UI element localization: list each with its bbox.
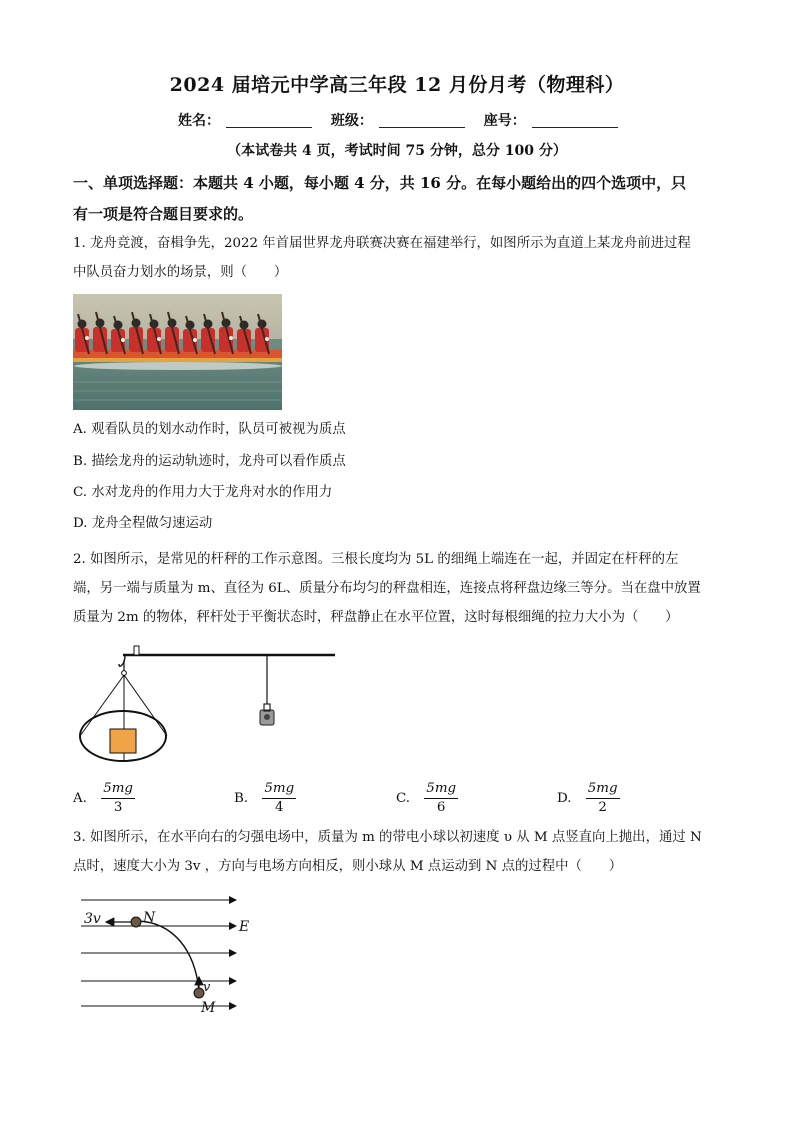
seat-field[interactable]: [532, 113, 618, 128]
label-e: E: [239, 919, 250, 935]
class-field[interactable]: [379, 113, 465, 128]
question-2-option-d[interactable]: D. $\frac{5mg}{2}$: [557, 781, 618, 815]
question-2-line3: 质量为 2m 的物体，秤杆处于平衡状态时，秤盘静止在水平位置，这时每根细绳的拉力大小为（ ）: [73, 610, 679, 625]
rope-left: [80, 675, 124, 736]
seat-label: 座号：: [483, 113, 526, 129]
question-2-option-a[interactable]: A. $\frac{5mg}{3}$: [73, 781, 133, 815]
exam-note: （本试卷共 4 页，考试时间 75 分钟，总分 100 分）: [227, 143, 567, 159]
label-m: M: [201, 1000, 216, 1016]
question-2-option-c[interactable]: C. $\frac{5mg}{6}$: [396, 781, 457, 815]
question-1-option-d[interactable]: D. 龙舟全程做匀速运动: [73, 516, 213, 531]
name-field[interactable]: [226, 113, 312, 128]
question-3-stem: [73, 823, 733, 881]
question-2-line1: 2. 如图所示，是常见的杆秤的工作示意图。三根长度均为 5L 的细绳上端连在一起，并固定在杆秤的左: [73, 552, 679, 567]
dragon-boat-photo: [73, 294, 282, 410]
label-3v: 3v: [84, 911, 101, 927]
rope-right: [124, 675, 167, 736]
page-title: 2024 届培元中学高三年段 12 月份月考（物理科）: [169, 74, 625, 96]
question-1-stem: [73, 229, 733, 287]
rope-knot: [122, 671, 127, 676]
student-info-row: [178, 110, 632, 130]
question-1-line1: 1. 龙舟竞渡，奋楫争先，2022 年首届世界龙舟联赛决赛在福建举行，如图所示为直道上某龙舟前进过程: [73, 236, 691, 251]
question-1-option-b[interactable]: B. 描绘龙舟的运动轨迹时，龙舟可以看作质点: [73, 454, 346, 469]
beam-knob: [134, 646, 139, 655]
question-2-stem: [73, 545, 733, 632]
question-1-line2: 中队员奋力划水的场景，则（ ）: [73, 265, 288, 280]
section-heading: [73, 168, 733, 230]
question-2-line2: 端，另一端与质量为 m、直径为 6L、质量分布均匀的秤盘相连，连接点将秤盘边缘三等分。当在盘中放置: [73, 581, 701, 596]
weighed-object: [110, 729, 136, 753]
name-label: 姓名：: [178, 113, 220, 129]
section-heading-line1: 一、单项选择题：本题共 4 小题，每小题 4 分，共 16 分。在每小题给出的四个选项中，只: [73, 174, 687, 192]
section-heading-line2: 有一项是符合题目要求的。: [73, 205, 254, 223]
question-3-line1: 3. 如图所示，在水平向右的匀强电场中，质量为 m 的带电小球以初速度 υ 从 M 点竖直向上抛出，通过 N: [73, 830, 702, 845]
question-3-line2: 点时，速度大小为 3v ，方向与电场方向相反，则小球从 M 点运动到 N 点的过程中（ ）: [73, 859, 623, 874]
ball-n: [131, 917, 141, 927]
question-1-option-c[interactable]: C. 水对龙舟的作用力大于龙舟对水的作用力: [73, 485, 333, 500]
question-2-option-b[interactable]: B. $\frac{5mg}{4}$: [234, 781, 295, 815]
steelyard-diagram: [73, 640, 343, 770]
label-v: v: [203, 980, 211, 995]
question-1-option-a[interactable]: A. 观看队员的划水动作时，队员可被视为质点: [73, 422, 346, 437]
label-n: N: [143, 910, 156, 926]
electric-field-diagram: [73, 895, 273, 1020]
class-label: 班级：: [330, 113, 373, 129]
